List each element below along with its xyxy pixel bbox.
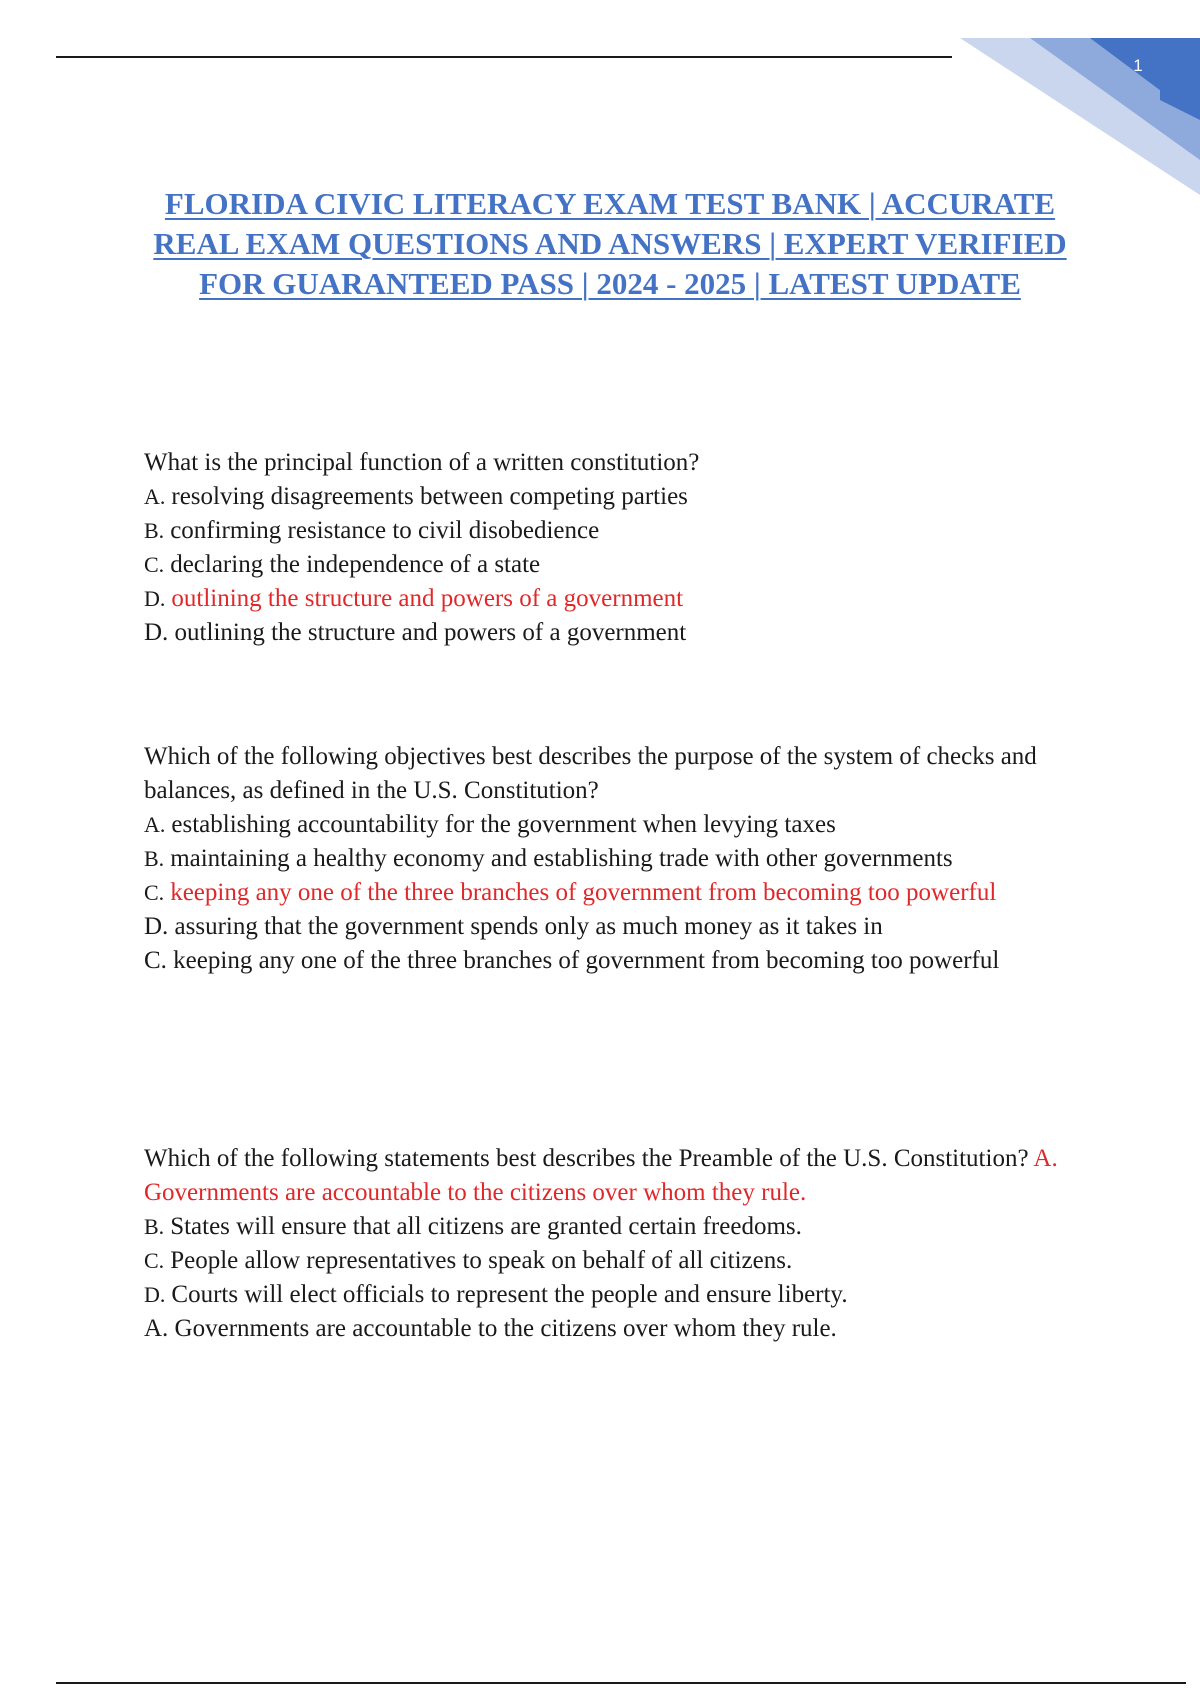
- option-d: [144, 1278, 1084, 1312]
- answer-line: D. outlining the structure and powers of a government: [144, 619, 687, 646]
- option-text: resolving disagreements between competing parties: [171, 483, 688, 510]
- answer-line: A. Governments are accountable to the citizens over whom they rule.: [144, 1315, 837, 1342]
- footer-rule: [56, 1682, 1186, 1684]
- question-stem: What is the principal function of a written constitution?: [144, 449, 700, 476]
- option-text: establishing accountability for the government when levying taxes: [171, 811, 836, 838]
- option-a: [144, 808, 1084, 842]
- option-text: States will ensure that all citizens are granted certain freedoms.: [170, 1213, 802, 1240]
- option-a: [144, 480, 1084, 514]
- answer-line: C. keeping any one of the three branches of government from becoming too powerful: [144, 947, 1000, 974]
- option-text: confirming resistance to civil disobedience: [170, 517, 600, 544]
- option-label: D.: [144, 1282, 166, 1307]
- option-d-correct: [144, 582, 1084, 616]
- question-stem-text: Which of the following statements best describes the Preamble of the U.S. Constitution?: [144, 1145, 1029, 1172]
- option-label: B.: [144, 846, 165, 871]
- option-label: C.: [144, 552, 165, 577]
- option-text: Courts will elect officials to represent the people and ensure liberty.: [171, 1281, 848, 1308]
- question-block: [144, 446, 1084, 650]
- option-c: [144, 1244, 1084, 1278]
- page-number: 1: [1133, 56, 1143, 75]
- option-text: People allow representatives to speak on behalf of all citizens.: [170, 1247, 793, 1274]
- option-label: C.: [144, 1248, 165, 1273]
- answer-line: D. assuring that the government spends only as much money as it takes in: [144, 913, 883, 940]
- option-b: [144, 842, 1084, 876]
- option-label: A.: [144, 484, 166, 509]
- option-label: B.: [144, 518, 165, 543]
- option-label: C.: [144, 880, 165, 905]
- option-c: [144, 548, 1084, 582]
- option-c-correct: [144, 876, 1084, 910]
- option-label: A.: [144, 812, 166, 837]
- option-label: D.: [144, 586, 166, 611]
- header-rule: [56, 56, 952, 58]
- question-stem: Which of the following objectives best describes the purpose of the system of checks and balances, as defined in the U.S. Constitution?: [144, 743, 1037, 804]
- option-text: declaring the independence of a state: [170, 551, 541, 578]
- question-stem-highlight: A. Governments are accountable to the citizens over whom they rule.: [144, 1145, 1058, 1206]
- option-b: [144, 514, 1084, 548]
- option-text: maintaining a healthy economy and establishing trade with other governments: [170, 845, 953, 872]
- question-block: [144, 1142, 1084, 1346]
- question-block: [144, 740, 1084, 978]
- question-stem: [144, 1142, 1084, 1210]
- option-b: [144, 1210, 1084, 1244]
- option-label: B.: [144, 1214, 165, 1239]
- option-text-highlighted: outlining the structure and powers of a government: [171, 585, 684, 612]
- document-title: FLORIDA CIVIC LITERACY EXAM TEST BANK | ACCURATE REAL EXAM QUESTIONS AND ANSWERS | EXPERT VERIFIED FOR GUARANTEED PASS | 2024 - 2025 | LATEST UPDATE: [153, 186, 1067, 301]
- option-text-highlighted: keeping any one of the three branches of government from becoming too powerful: [170, 879, 997, 906]
- corner-decoration: [960, 0, 1200, 200]
